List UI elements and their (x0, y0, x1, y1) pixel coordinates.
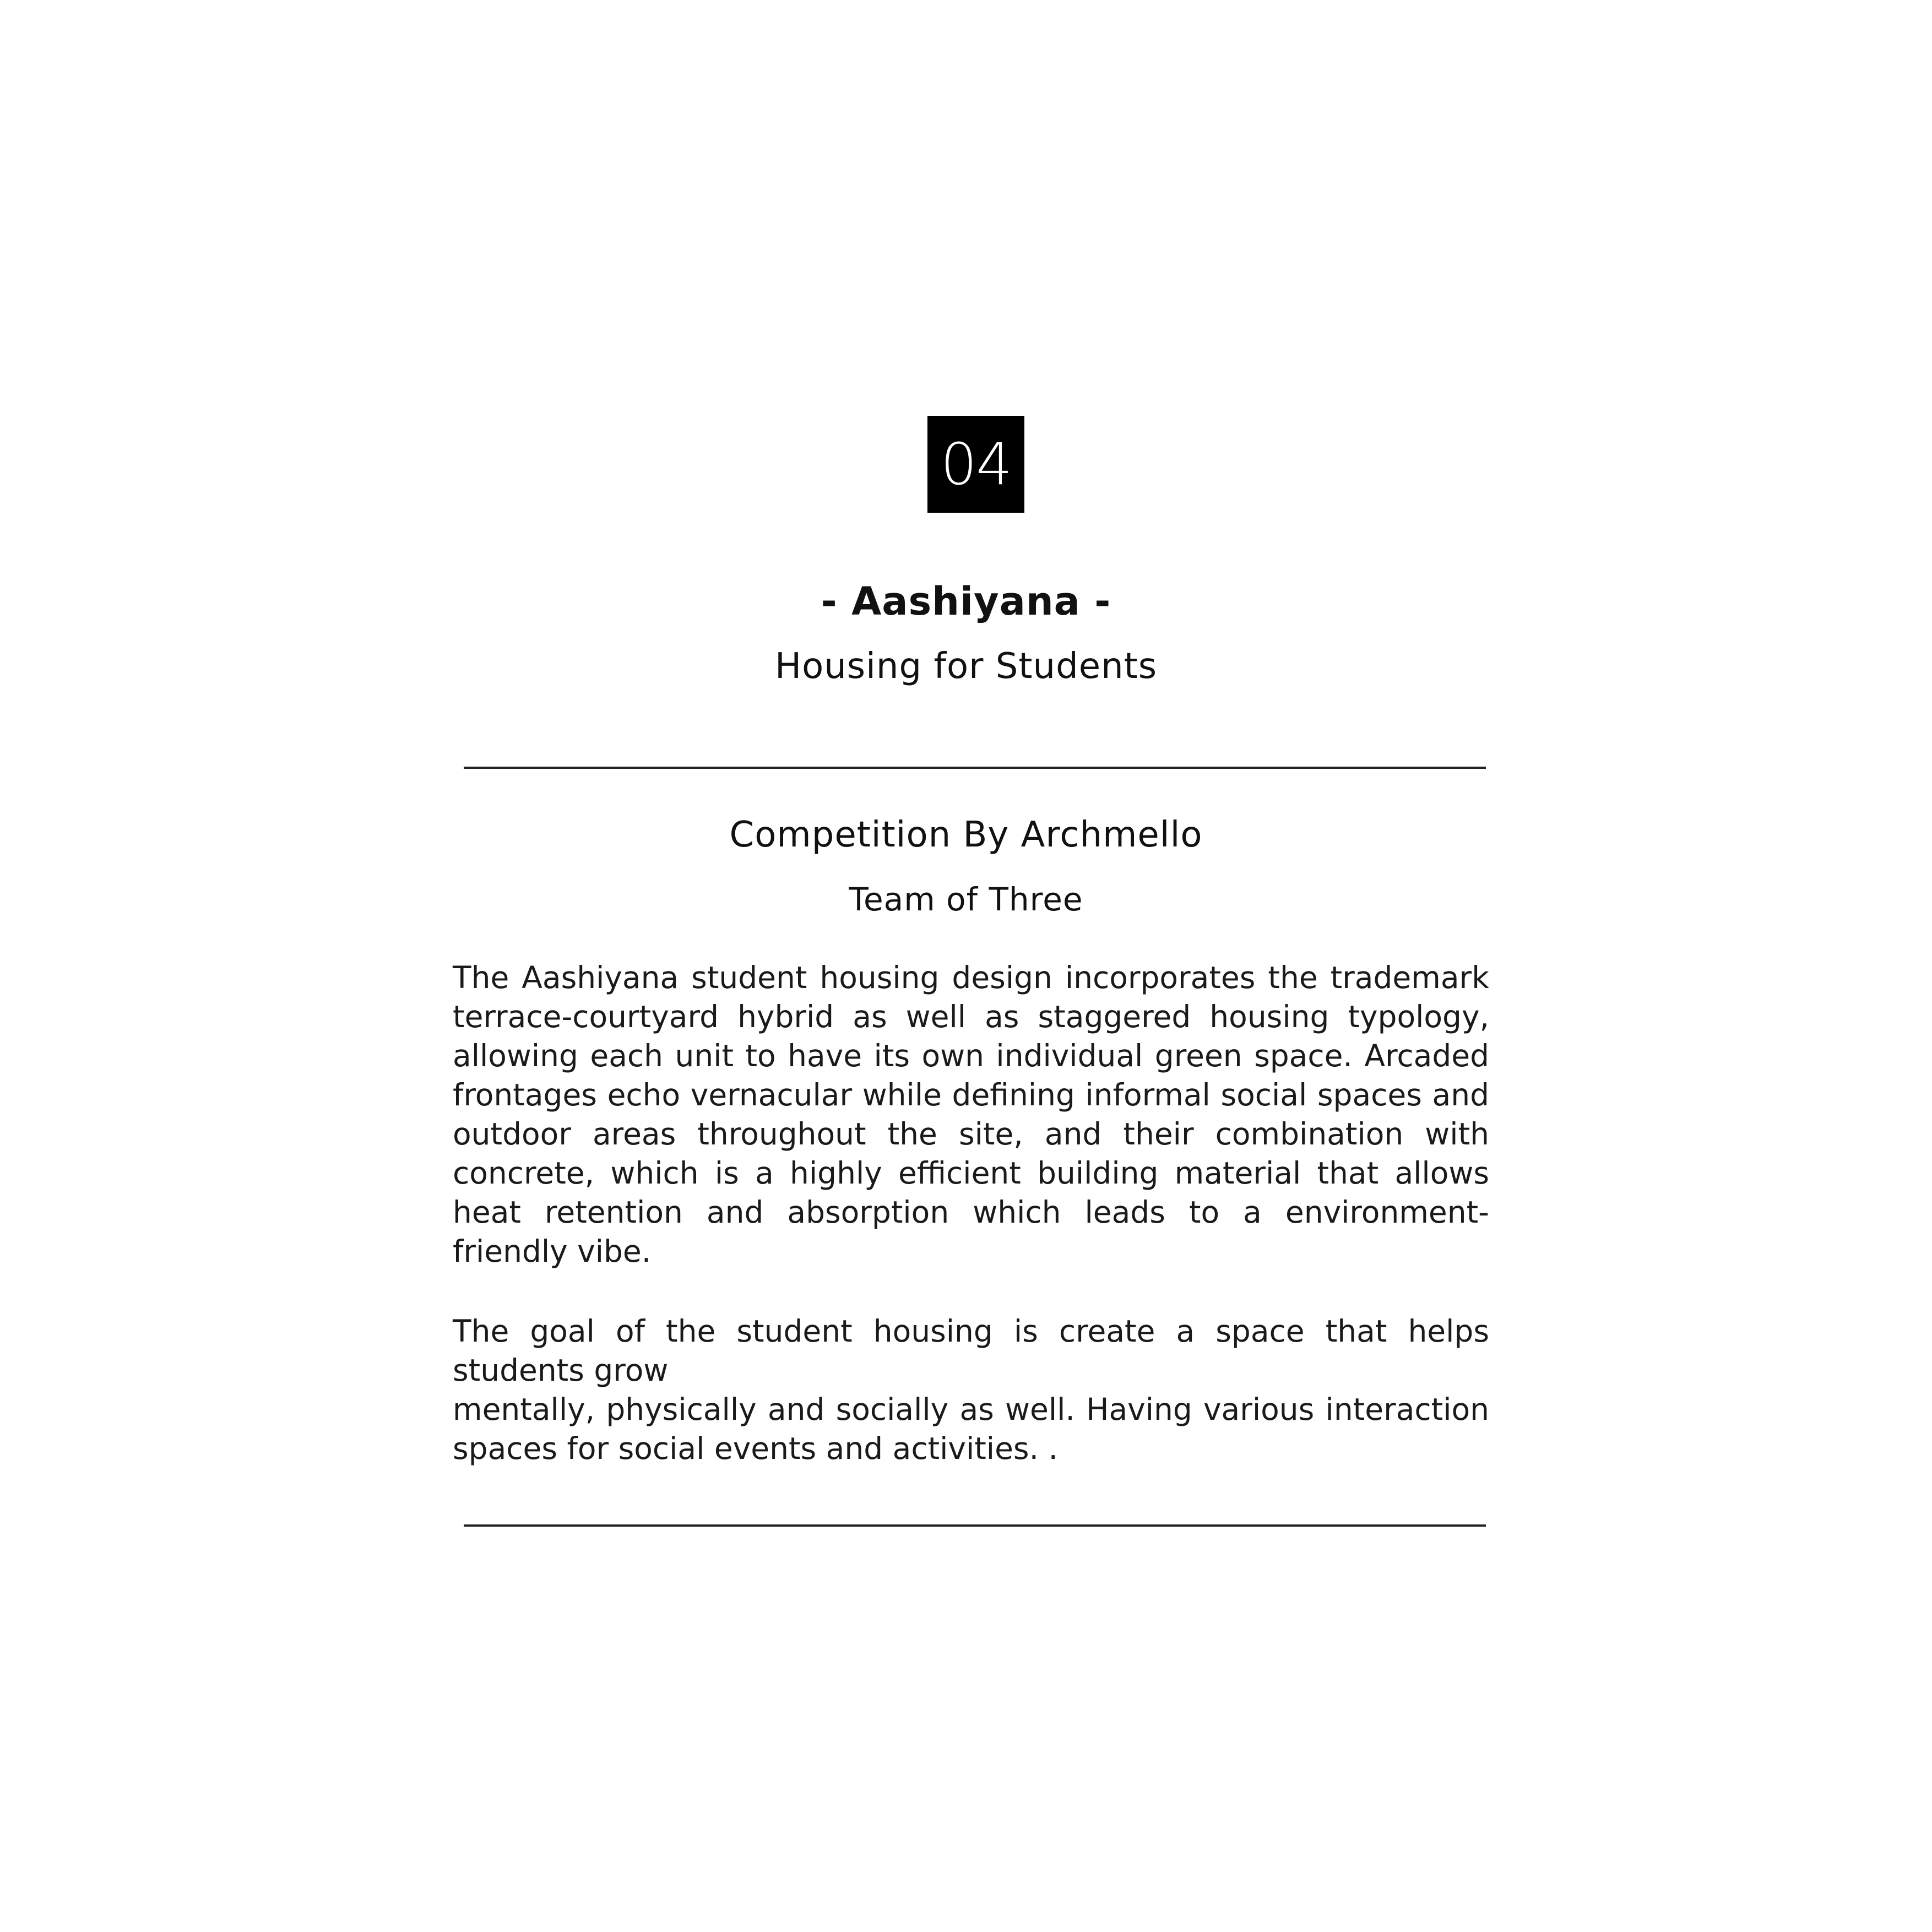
description-paragraph-2 (453, 1312, 1489, 1468)
competition-label: Competition By Archmello (729, 815, 1203, 855)
bottom-divider (464, 1524, 1486, 1527)
project-number-badge: 04 (927, 416, 1024, 513)
description-paragraph-2-line-1: The goal of the student housing is create a space that helps students grow (453, 1314, 1489, 1388)
project-title: - Aashiyana - (821, 579, 1111, 624)
team-label: Team of Three (849, 881, 1083, 918)
description-paragraph-2-line-2: mentally, physically and socially as well. Having various interaction spaces for social events and activities. . (453, 1392, 1489, 1466)
top-divider (464, 767, 1486, 769)
project-subtitle: Housing for Students (774, 646, 1158, 687)
description-paragraph-1: The Aashiyana student housing design incorporates the trademark terrace-courtyard hybrid as well as staggered housing typology, allowing each unit to have its own individual green space. Arcaded frontages echo vernacular while defining informal social spaces and outdoor areas throughout the site, and their combination with concrete, which is a highly efficient building material that allows heat retention and absorption which leads to a environment-friendly vibe. (453, 960, 1489, 1269)
